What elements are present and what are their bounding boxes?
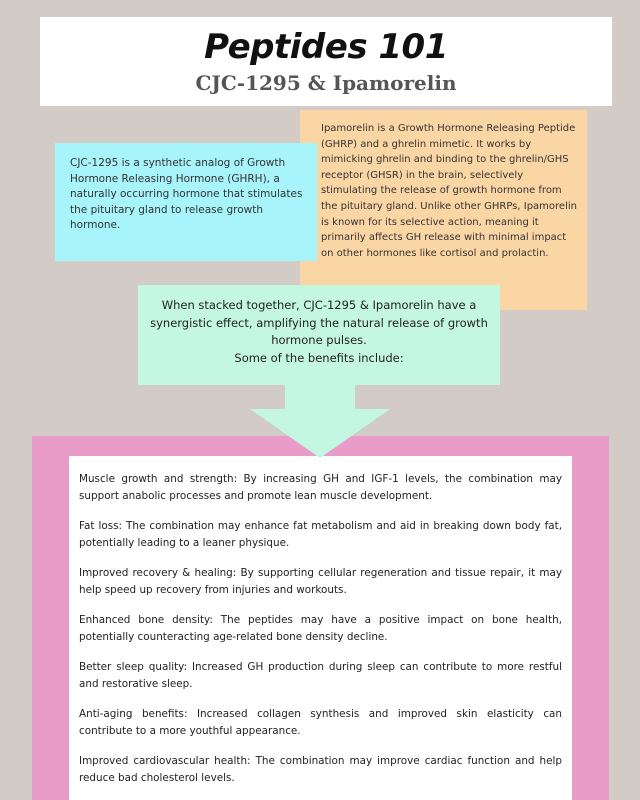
stack-info-box [138,285,500,385]
ipamorelin-description: Ipamorelin is a Growth Hormone Releasing Peptide (GHRP) and a ghrelin mimetic. It works by mimicking ghrelin and binding to the ghrelin/GHS receptor (GHSR) in the brain, selectively stimulating the release of growth hormone from the pituitary gland. Unlike other GHRPs, Ipamorelin is known for its selective action, meaning it primarily affects GH release with minimal impact on other hormones like cortisol and prolactin. [321,123,577,259]
cjc-description: CJC-1295 is a synthetic analog of Growth Hormone Releasing Hormone (GHRH), a naturally occurring hormone that stimulates the pituitary gland to release growth hormone. [70,157,303,231]
ipamorelin-info-box [300,110,587,310]
benefits-list [69,456,572,800]
benefit-item: Enhanced bone density: The peptides may have a positive impact on bone health, potentially counteracting age-related bone density decline. [79,614,562,643]
title-card [40,17,612,106]
cjc-info-box [55,143,317,261]
benefit-item: Muscle growth and strength: By increasing GH and IGF-1 levels, the combination may support anabolic processes and promote lean muscle development. [79,473,562,502]
benefits-intro: Some of the benefits include: [234,350,404,365]
page-title: Peptides 101 [204,27,448,67]
benefit-item: Better sleep quality: Increased GH production during sleep can contribute to more restful and restorative sleep. [79,661,562,690]
benefit-item: Anti-aging benefits: Increased collagen synthesis and improved skin elasticity can contribute to a more youthful appearance. [79,708,562,737]
benefit-item: Improved recovery & healing: By supporting cellular regeneration and tissue repair, it may help speed up recovery from injuries and workouts. [79,567,562,596]
down-arrow-icon [250,383,390,458]
page-subtitle: CJC-1295 & Ipamorelin [195,71,457,95]
benefit-item: Fat loss: The combination may enhance fat metabolism and aid in breaking down body fat, potentially leading to a leaner physique. [79,520,562,549]
stack-description: When stacked together, CJC-1295 & Ipamorelin have a synergistic effect, amplifying the natural release of growth hormone pulses. [150,298,488,347]
benefit-item: Improved cardiovascular health: The combination may improve cardiac function and help reduce bad cholesterol levels. [79,755,562,784]
